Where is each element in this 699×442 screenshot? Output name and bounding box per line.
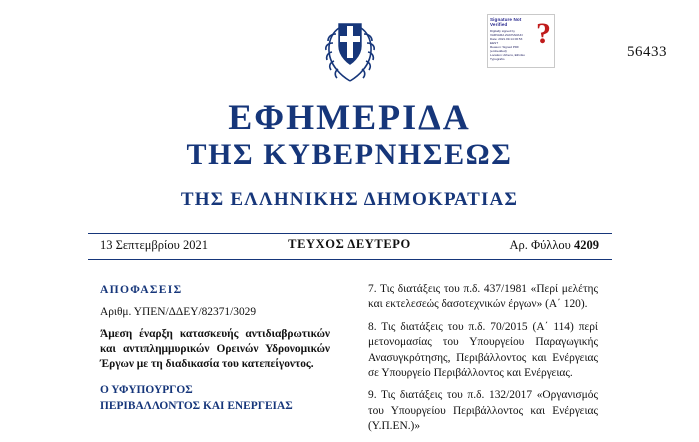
issuing-authority-line2: ΠΕΡΙΒΑΛΛΟΝΤΟΣ ΚΑΙ ΕΝΕΡΓΕΙΑΣ [100, 399, 293, 412]
issuing-authority [100, 383, 330, 414]
masthead-title-line2: ΤΗΣ ΚΥΒΕΡΝΗΣΕΩΣ [186, 138, 513, 171]
issue-number [509, 238, 599, 253]
document-number: Αριθμ. ΥΠΕΝ/ΔΔΕΥ/82371/3029 [100, 306, 257, 319]
document-title: Άμεση έναρξη κατασκευής αντιδιαβρωτικών και αντιπλημμυρικών Ορεινών Υδρονομικών Έργων με τη διαδικασία του κατεπείγοντος. [100, 327, 330, 371]
signature-question-mark-icon: ? [536, 17, 551, 50]
issue-number-value: 4209 [574, 238, 599, 252]
signature-title-line2: Verified [490, 22, 508, 28]
page-number: 56433 [627, 44, 667, 60]
masthead-subtitle: ΤΗΣ ΕΛΛΗΝΙΚΗΣ ΔΗΜΟΚΡΑΤΙΑΣ [180, 189, 519, 210]
issuing-authority-line1: Ο ΥΦΥΠΟΥΡΓΟΣ [100, 384, 193, 397]
clause-item: 9. Τις διατάξεις του π.δ. 132/2017 «Οργανισμός του Υπουργείου Περιβάλλοντος και Ενέργειας (Υ.Π.ΕΝ.)» [368, 389, 598, 433]
greek-republic-coat-of-arms-icon [317, 12, 383, 90]
digital-signature-stamp [487, 14, 555, 68]
issue-date: 13 Σεπτεμβρίου 2021 [100, 238, 208, 252]
signature-line: VARVARA ZACHARAKI [490, 32, 523, 37]
issue-type: ΤΕΥΧΟΣ ΔΕΥΤΕΡΟ [288, 237, 411, 251]
signature-line: Reason: Signed PDF [490, 44, 520, 49]
signature-line: Digitally signed by [490, 28, 515, 33]
right-column [368, 282, 598, 442]
signature-line: Date: 2021.09.14 00:53 [490, 36, 523, 41]
clause-item: 8. Τις διατάξεις του π.δ. 70/2015 (Α΄ 114) περί μετονομασίας του Υπουργείου Παραγωγικής Ανασυγκρότησης, Περιβάλλοντος και Ενέργειας σε Υπουργείο Περιβάλλοντος και Ενέργειας. [368, 320, 598, 380]
masthead-title-line1: ΕΦΗΜΕΡΙΔΑ [228, 97, 471, 137]
signature-line: (embedded) [490, 48, 507, 53]
clause-item: 7. Τις διατάξεις του π.δ. 437/1981 «Περί μελέτης και εκτελεσεώς δασοτεχνικών έργων» (Α΄ 120). [368, 283, 598, 311]
divider-bottom [88, 259, 612, 260]
divider-top [88, 233, 612, 234]
signature-title-line1: Signature Not [490, 17, 522, 22]
left-column [100, 282, 330, 414]
issue-number-label: Αρ. Φύλλου [509, 238, 571, 252]
section-heading-decisions: ΑΠΟΦΑΣΕΙΣ [100, 283, 183, 296]
signature-line: Typografio [490, 56, 505, 61]
signature-line: EEST [490, 40, 499, 45]
signature-line: Location: Athens, Ethniko [490, 52, 525, 57]
